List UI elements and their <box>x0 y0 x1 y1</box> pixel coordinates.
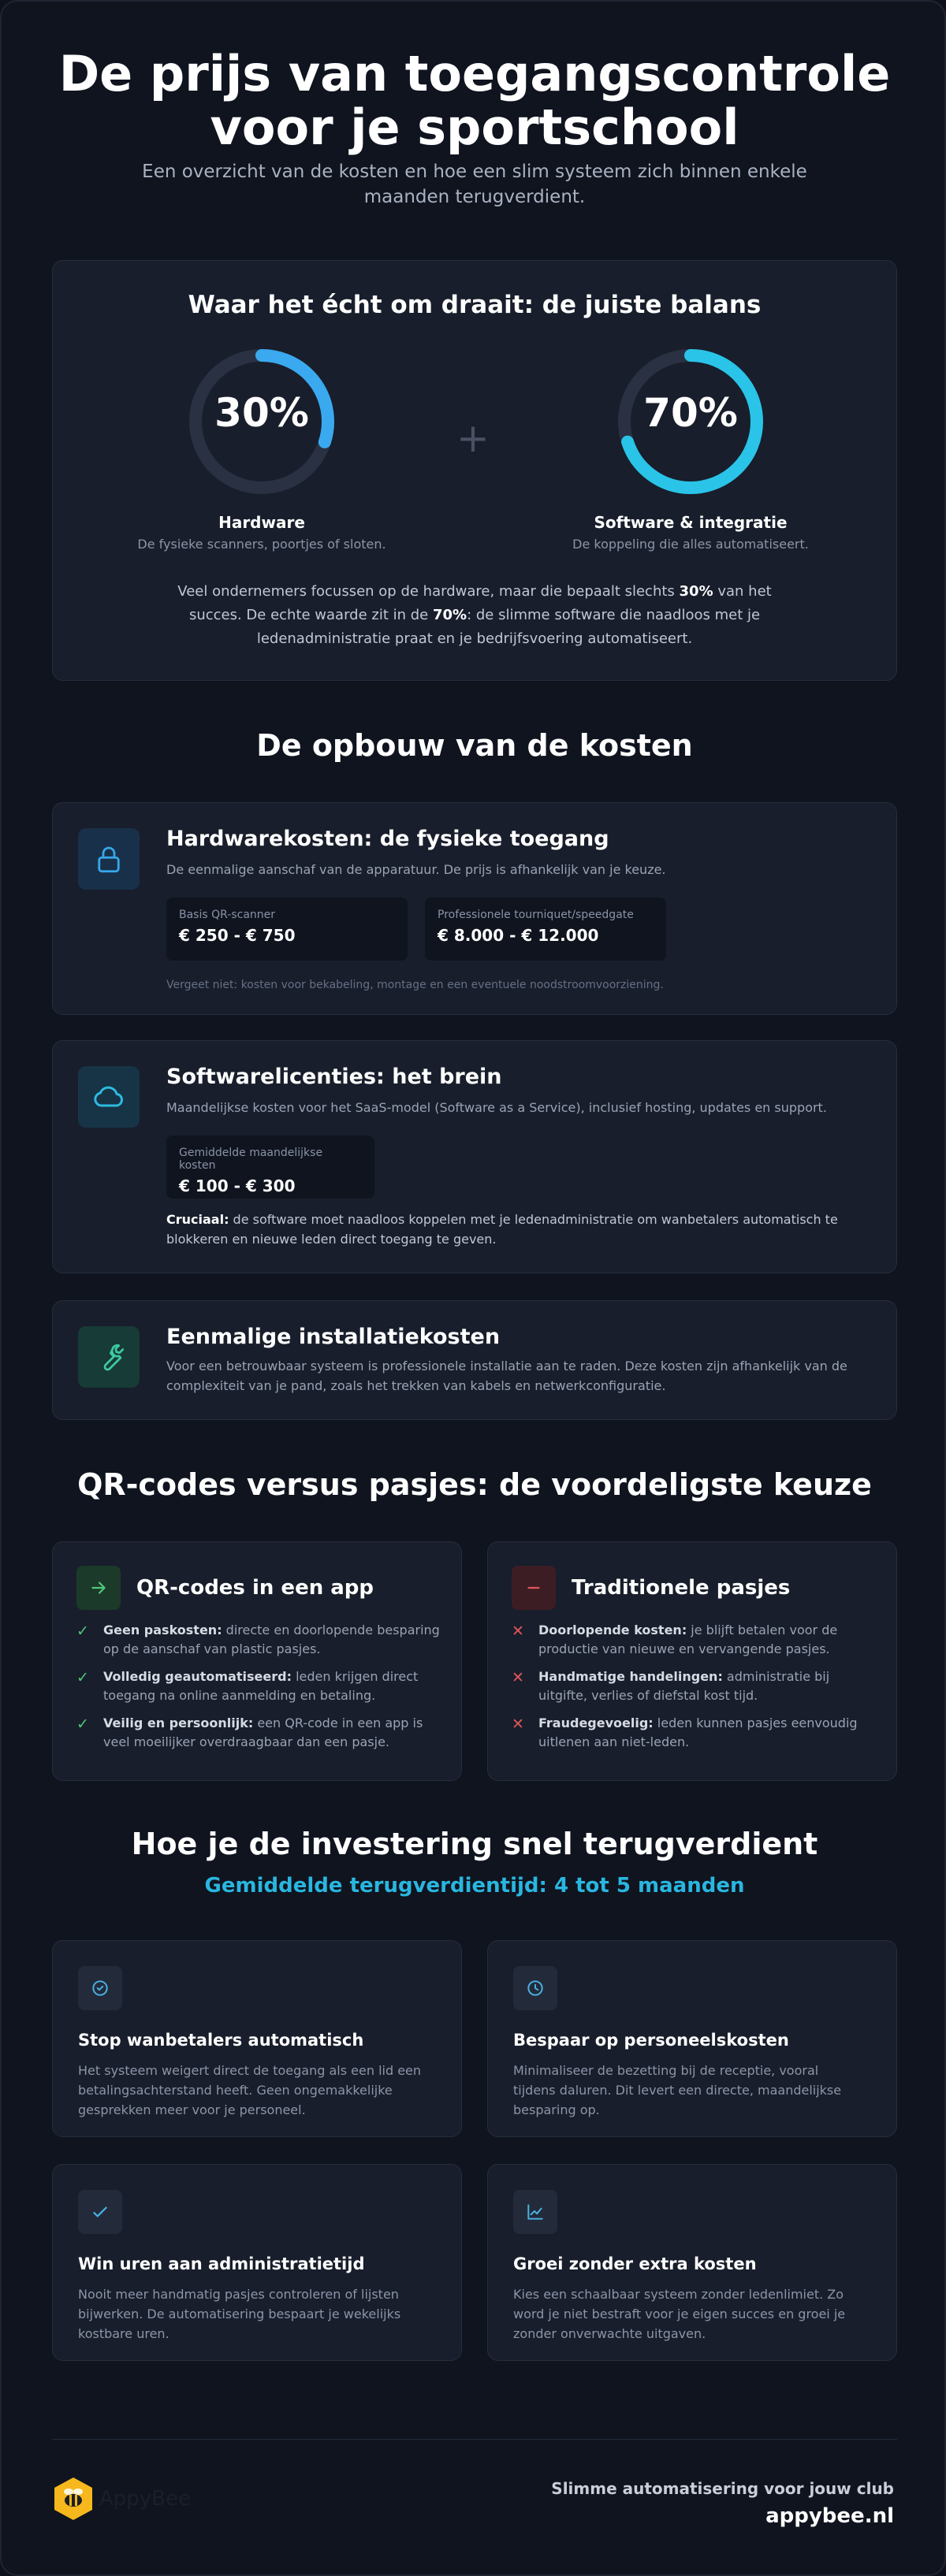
payback-item-title: Groei zonder extra kosten <box>513 2254 757 2273</box>
item-bold: Handmatige handelingen: <box>538 1669 723 1684</box>
item-text: een QR-code in een app is veel moeilijker overdraagbaar dan een pasje. <box>103 1715 423 1749</box>
page-lead: Een overzicht van de kosten en hoe een slim systeem zich binnen enkele maanden terugverdient. <box>142 162 807 207</box>
payback-item-text: Minimaliseer de bezetting bij de receptie, vooral tijdens daluren. Dit levert een directe, maandelijkse besparing op. <box>513 2063 842 2117</box>
balance-card <box>52 260 897 681</box>
cross-icon: ✕ <box>512 1715 524 1733</box>
item-text: je blijft betalen voor de productie van nieuwe en vervangende pasjes. <box>538 1623 838 1656</box>
payback-item-title: Bespaar op personeelskosten <box>513 2031 789 2050</box>
payback-item-text: Het systeem weigert direct de toegang als een lid een betalingsachterstand heeft. Geen ongemakkelijke gesprekken meer voor je personeel. <box>78 2063 422 2117</box>
traditional-card <box>487 1541 897 1781</box>
appybee-logo <box>52 2476 191 2522</box>
software-cost-desc: Maandelijkse kosten voor het SaaS-model (Software as a Service), inclusief hosting, updates en support. <box>166 1100 827 1115</box>
cross-icon: ✕ <box>512 1623 524 1640</box>
page-title: De prijs van toegangscontrole voor je sportschool <box>58 45 891 156</box>
arrow-right-icon <box>76 1566 121 1610</box>
traditional-card-title: Traditionele pasjes <box>572 1576 791 1600</box>
check-icon <box>78 2190 122 2234</box>
crucial-text: de software moet naadloos koppelen met je ledenadministratie om wanbetalers automatisch te blokkeren en nieuwe leden direct toegang te geven. <box>166 1212 838 1247</box>
check-icon: ✓ <box>76 1669 89 1686</box>
balance-title: Waar het écht om draait: de juiste balans <box>188 291 762 319</box>
qr-benefit-list <box>76 1621 447 1760</box>
software-label: Software & integratie <box>594 513 788 532</box>
install-cost-card <box>52 1300 897 1420</box>
payback-card-wanbetalers <box>52 1940 462 2137</box>
payback-subtitle: Gemiddelde terugverdientijd: 4 tot 5 maanden <box>204 1874 745 1898</box>
logo-name: AppyBee <box>99 2487 192 2511</box>
list-item <box>76 1714 447 1752</box>
payback-item-text: Nooit meer handmatig pasjes controleren of lijsten bijwerken. De automatisering bespaart je wekelijks kostbare uren. <box>78 2287 401 2341</box>
clock-icon <box>513 1966 557 2010</box>
software-donut <box>561 344 821 552</box>
install-cost-title: Eenmalige installatiekosten <box>166 1325 501 1349</box>
traditional-drawback-list <box>512 1621 882 1760</box>
hardware-note: Vergeet niet: kosten voor bekabeling, montage en een eventuele noodstroomvoorziening. <box>166 979 664 991</box>
price-value: € 100 - € 300 <box>179 1176 296 1195</box>
software-percent: 70% <box>643 390 738 436</box>
balance-text-bold-2: 70% <box>432 607 467 623</box>
traditional-card-header <box>512 1566 790 1610</box>
payback-item-title: Stop wanbetalers automatisch <box>78 2031 364 2050</box>
item-bold: Volledig geautomatiseerd: <box>103 1669 292 1684</box>
item-bold: Geen paskosten: <box>103 1623 222 1637</box>
hardware-cost-title: Hardwarekosten: de fysieke toegang <box>166 827 609 851</box>
price-value: € 250 - € 750 <box>179 926 296 945</box>
payback-card-personeel <box>487 1940 897 2137</box>
payback-item-title: Win uren aan administratietijd <box>78 2254 365 2273</box>
list-item <box>512 1621 882 1659</box>
price-value: € 8.000 - € 12.000 <box>438 926 599 945</box>
crucial-label: Cruciaal: <box>166 1212 229 1227</box>
lock-icon <box>78 828 140 890</box>
hardware-donut <box>132 344 392 552</box>
bee-logo-icon <box>52 2476 95 2522</box>
check-icon: ✓ <box>76 1715 89 1733</box>
price-label: Professionele tourniquet/speedgate <box>438 909 634 921</box>
balance-text-1: Veel ondernemers focussen op de hardware, maar die bepaalt slechts <box>177 583 680 600</box>
hardware-percent: 30% <box>214 390 309 436</box>
item-text: leden kunnen pasjes eenvoudig uitlenen aan niet-leden. <box>538 1715 858 1749</box>
item-text: directe en doorlopende besparing op de aanschaf van plastic pasjes. <box>103 1623 440 1656</box>
footer-divider <box>52 2439 897 2440</box>
hardware-sub: De fysieke scanners, poortjes of sloten. <box>137 537 386 552</box>
item-text: leden krijgen direct toegang na online aanmelding en betaling. <box>103 1669 419 1703</box>
list-item <box>512 1714 882 1752</box>
software-cost-card <box>52 1040 897 1273</box>
list-item <box>76 1621 447 1659</box>
plus-sign: + <box>456 415 490 461</box>
compare-title: QR-codes versus pasjes: de voordeligste keuze <box>77 1467 872 1502</box>
list-item <box>512 1667 882 1705</box>
check-circle-icon <box>78 1966 122 2010</box>
balance-text-2: van het succes. De echte waarde zit in de <box>188 583 772 623</box>
install-cost-desc: Voor een betrouwbaar systeem is professionele installatie aan te raden. Deze kosten zijn afhankelijk van de complexiteit van je pand, zoals het trekken van kabels en netwerkconfiguratie. <box>166 1359 847 1393</box>
price-label: Basis QR-scanner <box>179 909 276 921</box>
cloud-icon <box>78 1066 140 1128</box>
item-bold: Doorlopende kosten: <box>538 1623 687 1637</box>
item-text: administratie bij uitgifte, verlies of diefstal kost tijd. <box>538 1669 830 1703</box>
chart-icon <box>513 2190 557 2234</box>
software-sub: De koppeling die alles automatiseert. <box>572 537 809 552</box>
qr-card <box>52 1541 462 1781</box>
payback-title: Hoe je de investering snel terugverdient <box>131 1827 818 1861</box>
check-icon: ✓ <box>76 1623 89 1640</box>
wrench-icon <box>78 1326 140 1388</box>
item-bold: Fraudegevoelig: <box>538 1715 654 1730</box>
price-box-qr <box>166 898 408 961</box>
qr-card-header <box>76 1566 374 1610</box>
price-box-gate <box>425 898 666 961</box>
balance-text-bold-1: 30% <box>679 583 713 600</box>
software-crucial <box>166 1210 876 1249</box>
price-box-monthly <box>166 1136 374 1199</box>
hardware-cost-card <box>52 802 897 1015</box>
costs-title: De opbouw van de kosten <box>256 728 693 763</box>
minus-icon <box>512 1566 556 1610</box>
payback-card-administratie <box>52 2164 462 2361</box>
hardware-label: Hardware <box>218 513 305 532</box>
footer-right <box>551 2479 894 2528</box>
hardware-cost-desc: De eenmalige aanschaf van de apparatuur. De prijs is afhankelijk van je keuze. <box>166 862 666 877</box>
balance-text-3: : de slimme software die naadloos met je ledenadministratie praat en je bedrijfsvoering automatiseert. <box>256 607 761 647</box>
payback-card-groei <box>487 2164 897 2361</box>
footer-url[interactable]: appybee.nl <box>765 2504 894 2528</box>
footer-tagline: Slimme automatisering voor jouw club <box>551 2479 894 2498</box>
software-cost-title: Softwarelicenties: het brein <box>166 1065 502 1089</box>
cross-icon: ✕ <box>512 1669 524 1686</box>
item-bold: Veilig en persoonlijk: <box>103 1715 254 1730</box>
list-item <box>76 1667 447 1705</box>
price-label: Gemiddelde maandelijkse kosten <box>179 1147 323 1172</box>
balance-text <box>171 580 778 651</box>
qr-card-title: QR-codes in een app <box>136 1576 374 1600</box>
payback-item-text: Kies een schaalbaar systeem zonder ledenlimiet. Zo word je niet bestraft voor je eigen succes en groei je zonder onverwachte uitgaven. <box>513 2287 846 2341</box>
